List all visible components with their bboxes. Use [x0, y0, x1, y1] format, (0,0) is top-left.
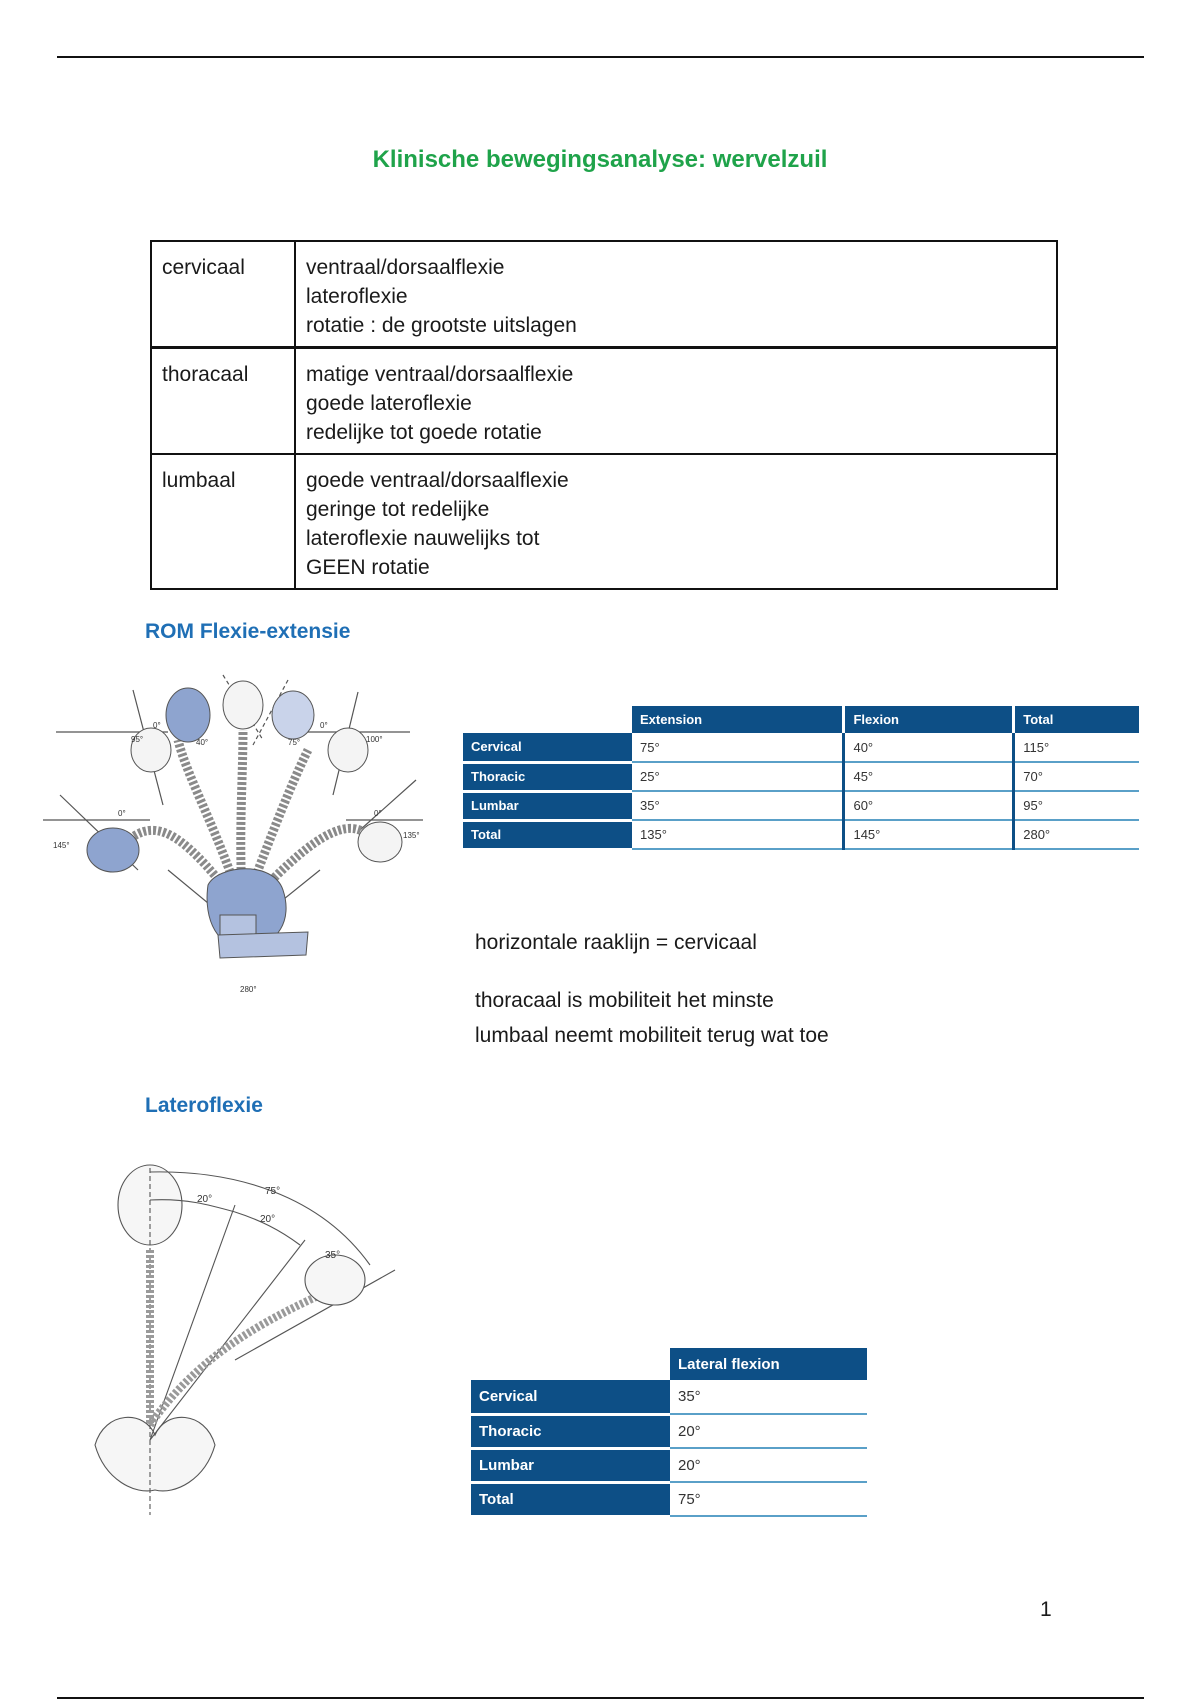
rom-table — [463, 706, 1139, 851]
lateral-flexion-table — [471, 1348, 867, 1518]
rom-heading: ROM Flexie-extensie — [145, 620, 351, 643]
angle-label: 145° — [53, 841, 70, 850]
table-row — [463, 791, 1139, 820]
region-cell: thoracaal — [151, 348, 295, 455]
angle-label: 75° — [288, 738, 301, 747]
leg-shape — [218, 932, 308, 958]
description-line: rotatie : de grootste uitslagen — [306, 314, 577, 337]
row-label: Lumbar — [471, 1448, 669, 1482]
angle-label: 20° — [260, 1214, 276, 1225]
note-line: horizontale raaklijn = cervicaal — [475, 931, 757, 954]
value-cell: 35° — [669, 1380, 868, 1414]
head-shape — [358, 822, 402, 862]
angle-label: 280° — [240, 985, 257, 994]
value-cell: 70° — [1014, 762, 1139, 791]
head-shape — [87, 828, 139, 872]
description-line: goede lateroflexie — [306, 392, 472, 415]
angle-label: 95° — [131, 735, 144, 744]
angle-label: 100° — [366, 735, 383, 744]
table-row — [463, 762, 1139, 791]
footer-rule — [57, 1697, 1144, 1699]
table-row — [471, 1448, 867, 1482]
description-line: matige ventraal/dorsaalflexie — [306, 363, 574, 386]
page-number: 1 — [1040, 1598, 1052, 1621]
description-line: GEEN rotatie — [306, 556, 430, 579]
row-label: Lumbar — [463, 791, 631, 820]
table-row — [151, 454, 1057, 589]
description-line: goede ventraal/dorsaalflexie — [306, 469, 569, 492]
description-line: lateroflexie nauwelijks tot — [306, 527, 540, 550]
header-cell: Flexion — [844, 706, 1014, 733]
value-cell: 135° — [631, 820, 844, 849]
value-cell: 75° — [669, 1482, 868, 1516]
row-label: Cervical — [463, 733, 631, 762]
skull-shape — [305, 1255, 365, 1305]
value-cell: 20° — [669, 1448, 868, 1482]
row-label: Cervical — [471, 1380, 669, 1414]
region-cell: lumbaal — [151, 454, 295, 589]
row-label: Thoracic — [471, 1414, 669, 1448]
value-cell: 35° — [631, 791, 844, 820]
blank-header-cell — [463, 706, 631, 733]
head-shape — [223, 681, 263, 729]
value-cell: 25° — [631, 762, 844, 791]
spine-flexion-illustration — [38, 670, 438, 1040]
page-title: Klinische bewegingsanalyse: wervelzuil — [372, 146, 828, 173]
note-line: thoracaal is mobiliteit het minste — [475, 989, 774, 1012]
table-row — [471, 1380, 867, 1414]
pelvis-shape — [95, 1417, 215, 1491]
value-cell: 145° — [844, 820, 1014, 849]
value-cell: 75° — [631, 733, 844, 762]
table-row — [463, 706, 1139, 733]
row-label: Thoracic — [463, 762, 631, 791]
value-cell: 115° — [1014, 733, 1139, 762]
description-line: ventraal/dorsaalflexie — [306, 256, 505, 279]
description-line: lateroflexie — [306, 285, 408, 308]
value-cell: 95° — [1014, 791, 1139, 820]
angle-label: 0° — [320, 721, 328, 730]
description-cell — [295, 241, 1057, 348]
description-line: redelijke tot goede rotatie — [306, 421, 542, 444]
region-cell: cervicaal — [151, 241, 295, 348]
value-cell: 60° — [844, 791, 1014, 820]
row-label: Total — [463, 820, 631, 849]
value-cell: 280° — [1014, 820, 1139, 849]
table-row — [471, 1482, 867, 1516]
description-line: geringe tot redelijke — [306, 498, 490, 521]
head-shape — [272, 691, 314, 739]
header-cell: Lateral flexion — [669, 1348, 868, 1380]
row-label: Total — [471, 1482, 669, 1516]
table-row — [463, 820, 1139, 849]
value-cell: 40° — [844, 733, 1014, 762]
spine-lateral-flexion-illustration — [85, 1160, 405, 1525]
header-cell: Extension — [631, 706, 844, 733]
note-line: lumbaal neemt mobiliteit terug wat toe — [475, 1024, 829, 1047]
angle-ray — [150, 1240, 305, 1440]
table-row — [471, 1348, 867, 1380]
blank-header-cell — [471, 1348, 669, 1380]
angle-ray — [360, 780, 416, 830]
angle-label: 0° — [153, 721, 161, 730]
header-rule — [57, 56, 1144, 58]
angle-label: 75° — [265, 1186, 281, 1197]
angle-label: 35° — [325, 1250, 341, 1261]
table-row — [151, 241, 1057, 348]
table-row — [463, 733, 1139, 762]
value-cell: 20° — [669, 1414, 868, 1448]
header-cell: Total — [1014, 706, 1139, 733]
angle-label: 0° — [374, 809, 382, 818]
angle-label: 135° — [403, 831, 420, 840]
lateroflexie-heading: Lateroflexie — [145, 1094, 263, 1117]
table-row — [151, 348, 1057, 455]
description-cell — [295, 454, 1057, 589]
head-shape — [166, 688, 210, 742]
angle-label: 20° — [197, 1194, 213, 1205]
head-shape — [328, 728, 368, 772]
angle-label: 0° — [118, 809, 126, 818]
spine-summary-table — [150, 240, 1058, 590]
description-cell — [295, 348, 1057, 455]
value-cell: 45° — [844, 762, 1014, 791]
angle-label: 40° — [196, 738, 209, 747]
table-row — [471, 1414, 867, 1448]
